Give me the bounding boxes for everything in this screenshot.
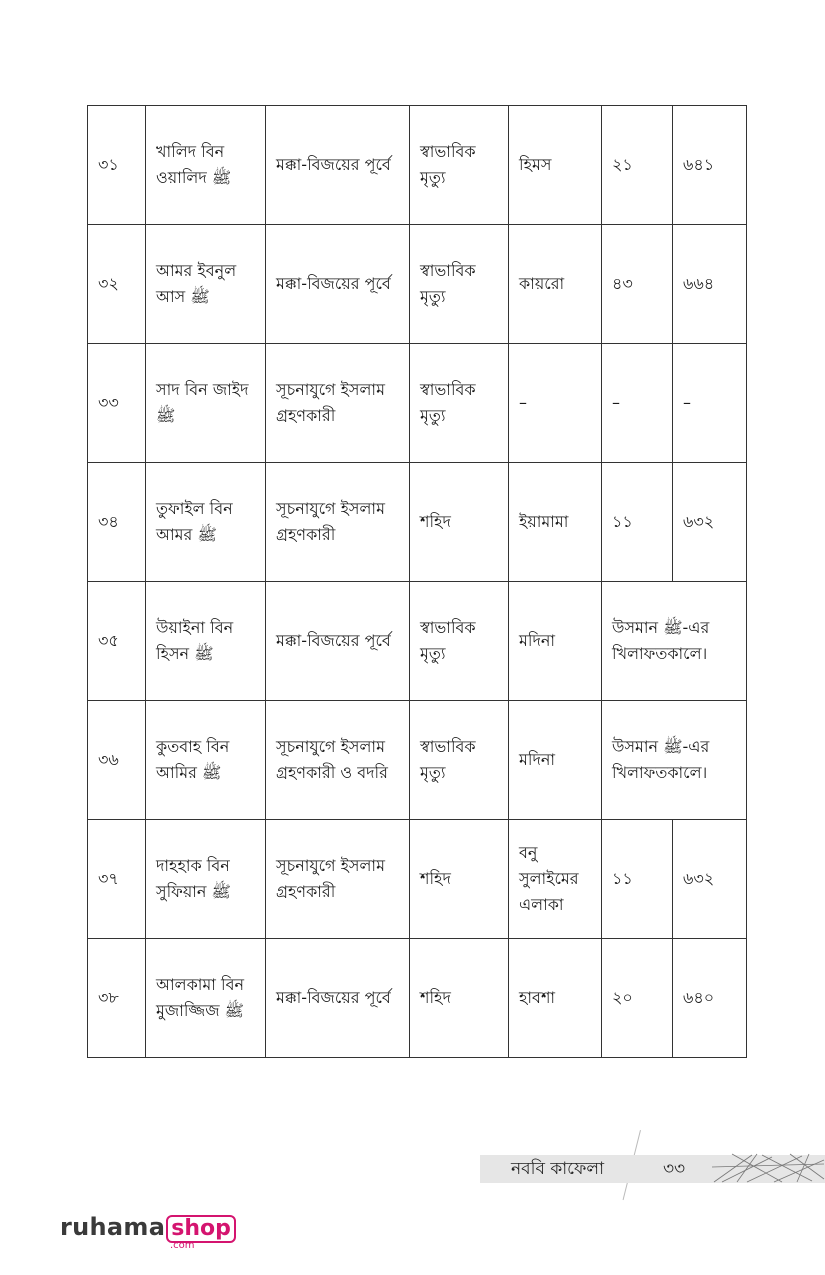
table-cell: ৬৩২ bbox=[673, 820, 747, 939]
table-cell: হাবশা bbox=[509, 939, 602, 1058]
table-cell: উয়াইনা বিন হিসন ﷺ bbox=[146, 582, 266, 701]
table-row bbox=[88, 939, 747, 1058]
companions-table bbox=[87, 105, 747, 1058]
table-cell: খালিদ বিন ওয়ালিদ ﷺ bbox=[146, 106, 266, 225]
table-cell: ৩৫ bbox=[88, 582, 146, 701]
table-cell: শহিদ bbox=[410, 820, 509, 939]
table-cell: মদিনা bbox=[509, 701, 602, 820]
table-cell: ৩২ bbox=[88, 225, 146, 344]
table-cell: বনু সুলাইমের এলাকা bbox=[509, 820, 602, 939]
table-cell: মক্কা-বিজয়ের পূর্বে bbox=[266, 225, 410, 344]
logo-brand-text: ruhama bbox=[60, 1213, 166, 1241]
table-cell: ৪৩ bbox=[602, 225, 673, 344]
table-cell: মদিনা bbox=[509, 582, 602, 701]
table-row bbox=[88, 820, 747, 939]
table-cell: শহিদ bbox=[410, 463, 509, 582]
table-cell: ইয়ামামা bbox=[509, 463, 602, 582]
table-cell: শহিদ bbox=[410, 939, 509, 1058]
table-cell: – bbox=[602, 344, 673, 463]
logo-domain-text: .com bbox=[170, 1240, 195, 1251]
table-cell: – bbox=[673, 344, 747, 463]
table-cell: ৩৪ bbox=[88, 463, 146, 582]
table-cell: তুফাইল বিন আমর ﷺ bbox=[146, 463, 266, 582]
table-cell: আমর ইবনুল আস ﷺ bbox=[146, 225, 266, 344]
table-cell: সূচনাযুগে ইসলাম গ্রহণকারী bbox=[266, 820, 410, 939]
table-cell: সূচনাযুগে ইসলাম গ্রহণকারী bbox=[266, 344, 410, 463]
logo-shop-text: shop bbox=[166, 1215, 236, 1243]
table-cell: কায়রো bbox=[509, 225, 602, 344]
table-cell: স্বাভাবিক মৃত্যু bbox=[410, 701, 509, 820]
table-cell: ৩৬ bbox=[88, 701, 146, 820]
table-row bbox=[88, 701, 747, 820]
table-cell: – bbox=[509, 344, 602, 463]
table-cell: কুতবাহ বিন আমির ﷺ bbox=[146, 701, 266, 820]
ruhamashop-logo bbox=[60, 1213, 236, 1251]
table-cell: উসমান ﷺ-এর খিলাফতকালে। bbox=[602, 701, 747, 820]
table-cell: স্বাভাবিক মৃত্যু bbox=[410, 225, 509, 344]
page-number: ৩৩ bbox=[663, 1159, 686, 1179]
table-cell: মক্কা-বিজয়ের পূর্বে bbox=[266, 582, 410, 701]
table-cell: ১১ bbox=[602, 820, 673, 939]
table-cell: দাহহাক বিন সুফিয়ান ﷺ bbox=[146, 820, 266, 939]
table-row bbox=[88, 463, 747, 582]
table-cell: সূচনাযুগে ইসলাম গ্রহণকারী ও বদরি bbox=[266, 701, 410, 820]
table-cell: স্বাভাবিক মৃত্যু bbox=[410, 344, 509, 463]
table-cell: ৬৪০ bbox=[673, 939, 747, 1058]
table-cell: স্বাভাবিক মৃত্যু bbox=[410, 106, 509, 225]
table-cell: ৩৩ bbox=[88, 344, 146, 463]
table-cell: ৩৭ bbox=[88, 820, 146, 939]
table-cell: স্বাভাবিক মৃত্যু bbox=[410, 582, 509, 701]
table-cell: মক্কা-বিজয়ের পূর্বে bbox=[266, 106, 410, 225]
table-cell: ৬৩২ bbox=[673, 463, 747, 582]
table-cell: মক্কা-বিজয়ের পূর্বে bbox=[266, 939, 410, 1058]
footer-pattern-icon bbox=[712, 1152, 825, 1184]
table-cell: সূচনাযুগে ইসলাম গ্রহণকারী bbox=[266, 463, 410, 582]
table-cell: সাদ বিন জাইদ ﷺ bbox=[146, 344, 266, 463]
table-cell: ১১ bbox=[602, 463, 673, 582]
table-cell: ২০ bbox=[602, 939, 673, 1058]
table-cell: উসমান ﷺ-এর খিলাফতকালে। bbox=[602, 582, 747, 701]
table-cell: ২১ bbox=[602, 106, 673, 225]
companions-table-wrapper bbox=[87, 105, 747, 1058]
table-row bbox=[88, 225, 747, 344]
table-row bbox=[88, 582, 747, 701]
table-cell: আলকামা বিন মুজাজ্জিজ ﷺ bbox=[146, 939, 266, 1058]
table-cell: ৩৮ bbox=[88, 939, 146, 1058]
companions-table-body bbox=[88, 106, 747, 1058]
table-cell: ৬৬৪ bbox=[673, 225, 747, 344]
table-row bbox=[88, 344, 747, 463]
footer-book-title: নববি কাফেলা bbox=[511, 1159, 605, 1179]
table-cell: ৩১ bbox=[88, 106, 146, 225]
table-cell: হিমস bbox=[509, 106, 602, 225]
table-cell: ৬৪১ bbox=[673, 106, 747, 225]
table-row bbox=[88, 106, 747, 225]
